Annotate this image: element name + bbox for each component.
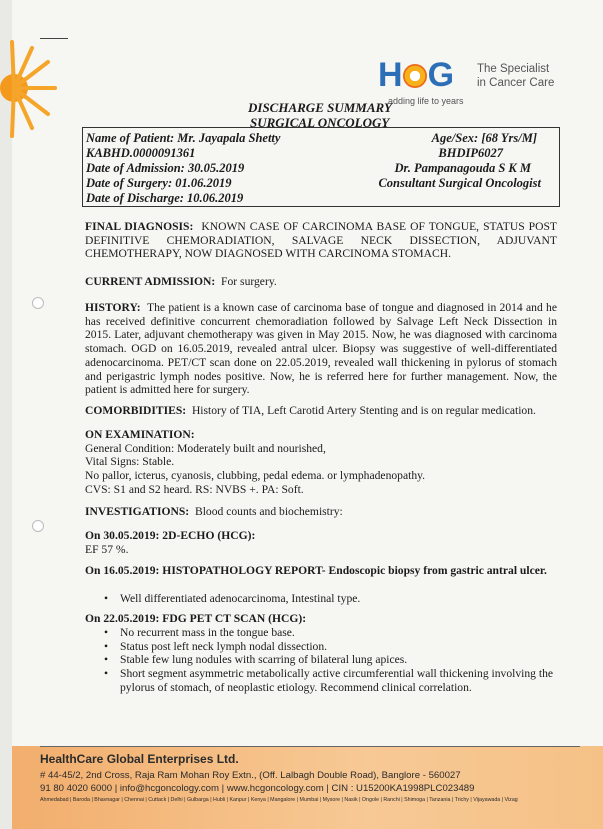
admission-date: Date of Admission: 30.05.2019 bbox=[86, 161, 245, 175]
echo-report bbox=[85, 529, 557, 556]
doc-subtitle: SURGICAL ONCOLOGY bbox=[250, 115, 390, 130]
examination bbox=[85, 428, 557, 497]
specialist-tag bbox=[477, 62, 554, 90]
company-contact: 91 80 4020 6000 | info@hcgoncology.com | www.hcgoncology.com | CIN : U15200KA1998PLC023489 bbox=[40, 783, 475, 794]
list-item: • Stable few lung nodules with scarring of bilateral lung apices. bbox=[102, 653, 557, 667]
petct-heading: On 22.05.2019: FDG PET CT SCAN (HCG): bbox=[85, 612, 307, 625]
doctor-name: Dr. Pampanagouda S K M bbox=[394, 161, 531, 175]
history bbox=[85, 301, 557, 397]
petct-list bbox=[102, 626, 557, 695]
ip-number: BHDIP6027 bbox=[438, 146, 503, 160]
footer-rule bbox=[40, 746, 580, 747]
hcg-wordmark: H G bbox=[378, 56, 454, 94]
examination-label: ON EXAMINATION: bbox=[85, 428, 195, 441]
history-label: HISTORY: bbox=[85, 301, 141, 314]
sun-ring-icon bbox=[403, 64, 427, 88]
age-sex: Age/Sex: [68 Yrs/M] bbox=[431, 131, 537, 145]
company-cities: Ahmedabad | Baroda | Bhavnagar | Chennai | Cuttack | Delhi | Gulbarga | Hubli | Kanpur | Kenya | Mangalore | Mumbai | Mysore | Nasik | Ongole | Ranchi | Shimoga | Tanzania | Trichy | Vijayawada | Vizag bbox=[40, 797, 518, 803]
final-diagnosis-label: FINAL DIAGNOSIS: bbox=[85, 220, 194, 233]
histopath-list bbox=[102, 592, 557, 606]
company-name: HealthCare Global Enterprises Ltd. bbox=[40, 752, 239, 766]
sun-logo-icon bbox=[0, 40, 60, 140]
echo-heading: On 30.05.2019: 2D-ECHO (HCG): bbox=[85, 529, 256, 542]
current-admission-text: For surgery. bbox=[221, 275, 277, 288]
discharge-date: Date of Discharge: 10.06.2019 bbox=[86, 191, 244, 205]
doc-title: DISCHARGE SUMMARY bbox=[248, 100, 392, 115]
doctor-designation: Consultant Surgical Oncologist bbox=[378, 176, 541, 190]
comorbidities-label: COMORBIDITIES: bbox=[85, 404, 187, 417]
punch-hole bbox=[32, 297, 44, 309]
list-item: • No recurrent mass in the tongue base. bbox=[102, 626, 557, 640]
final-diagnosis bbox=[85, 220, 557, 261]
tagline: adding life to years bbox=[388, 96, 464, 106]
current-admission-label: CURRENT ADMISSION: bbox=[85, 275, 216, 288]
investigations-text: Blood counts and biochemistry: bbox=[194, 505, 343, 518]
exam-vitals: Vital Signs: Stable. bbox=[85, 455, 175, 469]
company-address: # 44-45/2, 2nd Cross, Raja Ram Mohan Roy Extn., (Off. Lalbagh Double Road), Banglore - 560027 bbox=[40, 770, 461, 781]
investigations bbox=[85, 505, 557, 519]
final-diagnosis-text: KNOWN CASE OF CARCINOMA BASE OF TONGUE, STATUS POST DEFINITIVE CHEMORADIATION, SALVAGE NECK DISSECTION, ADJUVANT CHEMOTHERAPY, NOW DIAGNOSED WITH CARCINOMA STOMACH. bbox=[85, 220, 558, 261]
patient-name: Name of Patient: Mr. Jayapala Shetty bbox=[86, 131, 281, 145]
histopath-heading: On 16.05.2019: HISTOPATHOLOGY REPORT- Endoscopic biopsy from gastric antral ulcer. bbox=[85, 564, 547, 577]
investigations-label: INVESTIGATIONS: bbox=[85, 505, 190, 518]
patient-info-box bbox=[82, 127, 560, 207]
letterhead-footer bbox=[12, 746, 603, 829]
current-admission bbox=[85, 275, 557, 289]
patient-id: KABHD.0000091361 bbox=[86, 146, 196, 160]
comorbidities-text: History of TIA, Left Carotid Artery Stenting and is on regular medication. bbox=[191, 404, 536, 417]
exam-systemic: CVS: S1 and S2 heard. RS: NVBS +. PA: Soft. bbox=[85, 482, 304, 496]
top-rule bbox=[40, 38, 68, 39]
surgery-date: Date of Surgery: 01.06.2019 bbox=[86, 176, 232, 190]
punch-hole bbox=[32, 520, 44, 532]
list-item: • Well differentiated adenocarcinoma, Intestinal type. bbox=[102, 592, 557, 606]
exam-findings: No pallor, icterus, cyanosis, clubbing, pedal edema. or lymphadenopathy. bbox=[85, 469, 426, 483]
echo-result: EF 57 %. bbox=[85, 542, 129, 556]
history-text: The patient is a known case of carcinoma base of tongue and diagnosed in 2014 and he has received definitive concurrent chemoradiation followed by Salvage Left Neck Dissection in 2015. Later, adjuvant chemotherapy was given in May 2015. Now, he was diagnosed with carcinoma stomach. OGD on 16.05.2019, revealed antral ulcer. Biopsy was suggestive of well-differentiated adenocarcinoma. PET/CT scan done on 22.05.2019, revealed wall thickening in pylorus of stomach and perigastric lymph nodes positive. Now, he is referred here for further management. Now, the patient is admitted here for surgery. bbox=[85, 301, 557, 397]
comorbidities bbox=[85, 404, 557, 418]
specialist-line2: in Cancer Care bbox=[477, 77, 555, 89]
specialist-line1: The Specialist bbox=[477, 63, 550, 75]
list-item: • Short segment asymmetric metabolically active circumferential wall thickening involving the pylorus of stomach, of neoplastic etiology. Recommend clinical correlation. bbox=[102, 667, 557, 694]
list-item: • Status post left neck lymph nodal dissection. bbox=[102, 640, 557, 654]
exam-general: General Condition: Moderately built and nourished, bbox=[85, 441, 326, 455]
